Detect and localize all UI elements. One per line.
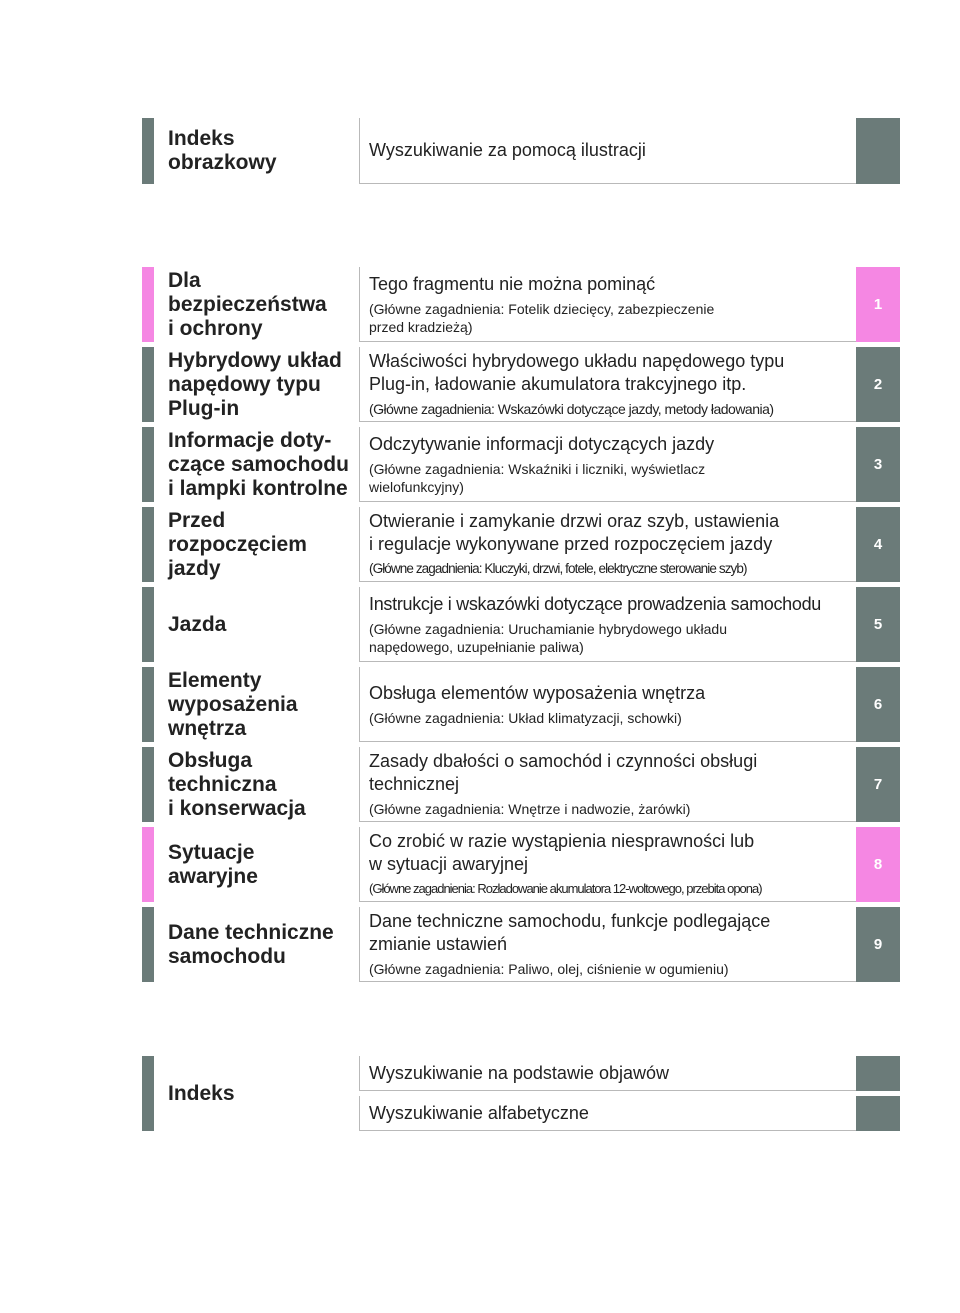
index-item-alphabetical[interactable]: [359, 1096, 856, 1131]
section-row-3[interactable]: [142, 427, 900, 502]
picture-index-description-box: [359, 118, 856, 184]
section-tab-7[interactable]: 7: [856, 747, 900, 822]
section-topics: (Główne zagadnienia: Wskaźniki i liczniki, wyświetlacz wielofunkcyjny): [369, 460, 706, 495]
section-topics: (Główne zagadnienia: Układ klimatyzacji, schowki): [369, 709, 682, 726]
section-title: Jazda: [168, 612, 227, 636]
section-title: Informacje doty- czące samochodu i lampki kontrolne: [168, 428, 349, 500]
section-main-text: Tego fragmentu nie można pominąć: [369, 273, 656, 294]
section-marker-bar: [142, 267, 154, 342]
picture-index-tab[interactable]: [856, 118, 900, 184]
section-description-box: [359, 507, 856, 582]
index-item-symptoms[interactable]: [359, 1056, 856, 1091]
section-row-9[interactable]: [142, 907, 900, 982]
section-marker-bar: [142, 907, 154, 982]
index-item-label: Wyszukiwanie na podstawie objawów: [369, 1062, 669, 1083]
index-title: Indeks: [168, 1081, 235, 1105]
index-row: [142, 1056, 900, 1131]
section-marker-bar: [142, 347, 154, 422]
section-topics: (Główne zagadnienia: Uruchamianie hybrydowego układu napędowego, uzupełnianie paliwa): [369, 620, 727, 655]
section-marker-bar: [142, 507, 154, 582]
section-description-box: [359, 267, 856, 342]
section-marker-bar: [142, 1056, 154, 1131]
picture-index-title: Indeks obrazkowy: [168, 127, 277, 174]
section-tab-3[interactable]: 3: [856, 427, 900, 502]
section-tab-2[interactable]: 2: [856, 347, 900, 422]
section-description-box: [359, 747, 856, 822]
section-marker-bar: [142, 427, 154, 502]
section-row-7[interactable]: [142, 747, 900, 822]
section-title: Elementy wyposażenia wnętrza: [168, 668, 298, 740]
section-description-box: [359, 427, 856, 502]
section-tab-6[interactable]: 6: [856, 667, 900, 742]
section-tab-5[interactable]: 5: [856, 587, 900, 662]
section-marker-bar: [142, 747, 154, 822]
section-title: Hybrydowy układ napędowy typu Plug-in: [168, 348, 342, 420]
section-main-text: Odczytywanie informacji dotyczących jazdy: [369, 433, 715, 454]
section-tab-8[interactable]: 8: [856, 827, 900, 902]
section-description-box: [359, 827, 856, 902]
picture-index-row[interactable]: [142, 118, 900, 184]
section-description-box: [359, 907, 856, 982]
section-description-box: [359, 347, 856, 422]
section-main-text: Dane techniczne samochodu, funkcje podlegające zmianie ustawień: [369, 911, 771, 954]
index-tab-symptoms[interactable]: [856, 1056, 900, 1091]
section-marker-bar: [142, 587, 154, 662]
section-topics: (Główne zagadnienia: Fotelik dziecięcy, zabezpieczenie przed kradzieżą): [369, 300, 715, 335]
section-topics: (Główne zagadnienia: Wnętrze i nadwozie, żarówki): [369, 801, 691, 817]
section-description-box: [359, 587, 856, 662]
section-topics: (Główne zagadnienia: Paliwo, olej, ciśnienie w ogumieniu): [369, 961, 729, 977]
section-title: Dla bezpieczeństwa i ochrony: [168, 268, 327, 340]
section-main-text: Instrukcje i wskazówki dotyczące prowadzenia samochodu: [369, 593, 822, 614]
section-row-2[interactable]: [142, 347, 900, 422]
section-marker-bar: [142, 667, 154, 742]
section-marker-bar: [142, 118, 154, 184]
section-row-4[interactable]: [142, 507, 900, 582]
section-topics: (Główne zagadnienia: Wskazówki dotyczące jazdy, metody ładowania): [369, 401, 774, 417]
section-description-box: [359, 667, 856, 742]
index-tab-alphabetical[interactable]: [856, 1096, 900, 1131]
section-row-5[interactable]: [142, 587, 900, 662]
section-title: Sytuacje awaryjne: [168, 840, 258, 888]
section-topics: (Główne zagadnienia: Rozładowanie akumulatora 12-woltowego, przebita opona): [369, 881, 762, 896]
section-main-text: Właściwości hybrydowego układu napędowego typu Plug-in, ładowanie akumulatora trakcyjnego itp.: [369, 351, 785, 394]
section-main-text: Zasady dbałości o samochód i czynności obsługi technicznej: [369, 751, 758, 794]
section-tab-1[interactable]: 1: [856, 267, 900, 342]
section-tab-9[interactable]: 9: [856, 907, 900, 982]
section-row-6[interactable]: [142, 667, 900, 742]
section-main-text: Otwieranie i zamykanie drzwi oraz szyb, ustawienia i regulacje wykonywane przed rozpoczęciem jazdy: [369, 511, 780, 554]
section-title: Obsługa techniczna i konserwacja: [168, 748, 306, 820]
section-marker-bar: [142, 827, 154, 902]
section-topics: (Główne zagadnienia: Kluczyki, drzwi, fotele, elektryczne sterowanie szyb): [369, 561, 747, 576]
section-row-1[interactable]: [142, 267, 900, 342]
index-item-label: Wyszukiwanie alfabetyczne: [369, 1102, 589, 1123]
picture-index-description: Wyszukiwanie za pomocą ilustracji: [369, 140, 646, 160]
section-row-8[interactable]: [142, 827, 900, 902]
section-title: Dane techniczne samochodu: [168, 920, 334, 968]
section-tab-4[interactable]: 4: [856, 507, 900, 582]
section-title: Przed rozpoczęciem jazdy: [168, 508, 307, 580]
section-main-text: Obsługa elementów wyposażenia wnętrza: [369, 682, 706, 703]
section-main-text: Co zrobić w razie wystąpienia niesprawności lub w sytuacji awaryjnej: [369, 831, 755, 874]
